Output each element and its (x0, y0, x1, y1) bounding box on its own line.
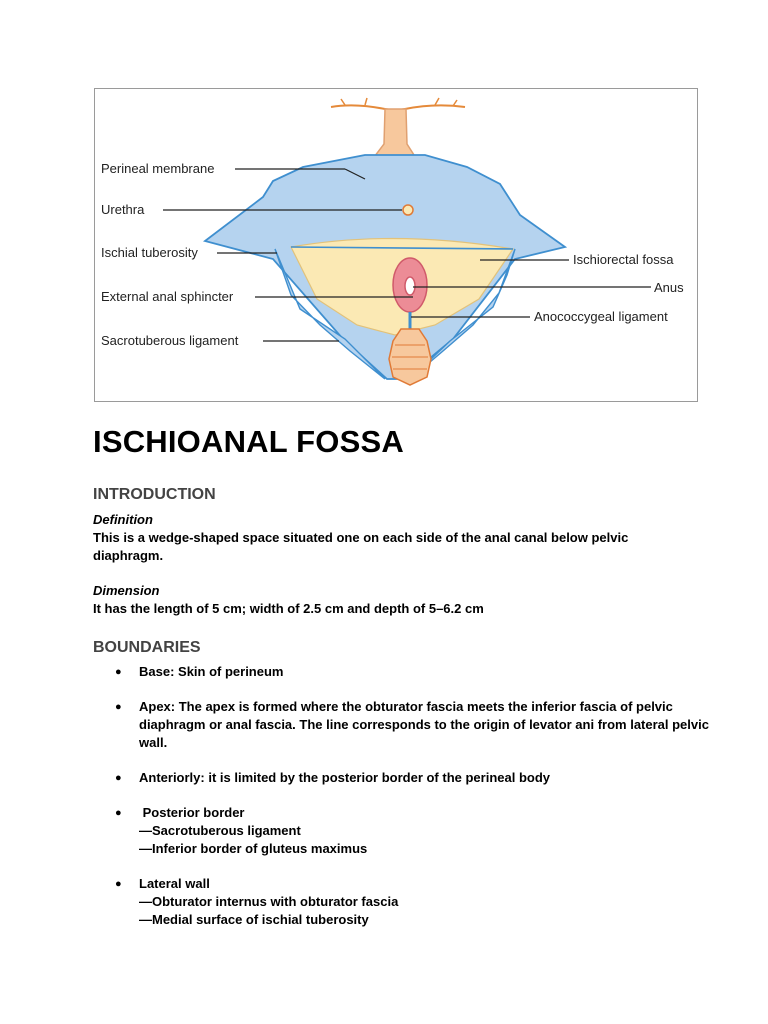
boundaries-list (110, 663, 713, 946)
boundary-item-text: Anteriorly: it is limited by the posterior border of the perineal body (139, 770, 550, 785)
label-anus: Anus (654, 280, 684, 295)
definition-label: Definition (93, 512, 153, 527)
anus-shape (405, 277, 415, 295)
boundary-item (110, 804, 710, 858)
label-ischiorectal-fossa: Ischiorectal fossa (573, 252, 674, 267)
boundary-subitem: —Medial surface of ischial tuberosity (139, 912, 369, 927)
boundary-item-text: Base: Skin of perineum (139, 664, 284, 679)
label-perineal-membrane: Perineal membrane (101, 161, 215, 176)
page-title: ISCHIOANAL FOSSA (93, 424, 404, 459)
dimension-label: Dimension (93, 583, 160, 598)
label-sacrotuberous-ligament: Sacrotuberous ligament (101, 333, 239, 348)
introduction-heading: INTRODUCTION (93, 486, 216, 503)
boundaries-heading: BOUNDARIES (93, 639, 201, 656)
urethra-circle (403, 205, 413, 215)
ischioanal-fossa-diagram (94, 88, 698, 402)
bullet-icon: ● (115, 878, 122, 890)
boundary-item (110, 769, 710, 787)
boundary-item-text: Apex: The apex is formed where the obturator fascia meets the inferior fascia of pelvic diaphragm or anal fascia. The line corresponds to the origin of levator ani from lateral pelvic wall. (139, 699, 713, 750)
boundary-item (110, 698, 713, 752)
boundary-item (110, 663, 710, 681)
label-external-anal-sphincter: External anal sphincter (101, 289, 234, 304)
boundary-item-text: Posterior border (139, 805, 245, 820)
boundary-item-text: Lateral wall (139, 876, 210, 891)
label-urethra: Urethra (101, 202, 145, 217)
bullet-icon: ● (115, 701, 122, 713)
bullet-icon: ● (115, 807, 122, 819)
bullet-icon: ● (115, 772, 122, 784)
bullet-icon: ● (115, 666, 122, 678)
label-ischial-tuberosity: Ischial tuberosity (101, 245, 198, 260)
boundary-item (110, 875, 710, 929)
label-anococcygeal-ligament: Anococcygeal ligament (534, 309, 668, 324)
boundary-subitem: —Obturator internus with obturator fascia (139, 894, 399, 909)
dimension-text: It has the length of 5 cm; width of 2.5 cm and depth of 5–6.2 cm (93, 601, 484, 616)
definition-text: This is a wedge-shaped space situated one on each side of the anal canal below pelvic diaphragm. (93, 530, 629, 563)
boundary-subitem: —Sacrotuberous ligament (139, 823, 301, 838)
boundary-subitem: —Inferior border of gluteus maximus (139, 841, 368, 856)
